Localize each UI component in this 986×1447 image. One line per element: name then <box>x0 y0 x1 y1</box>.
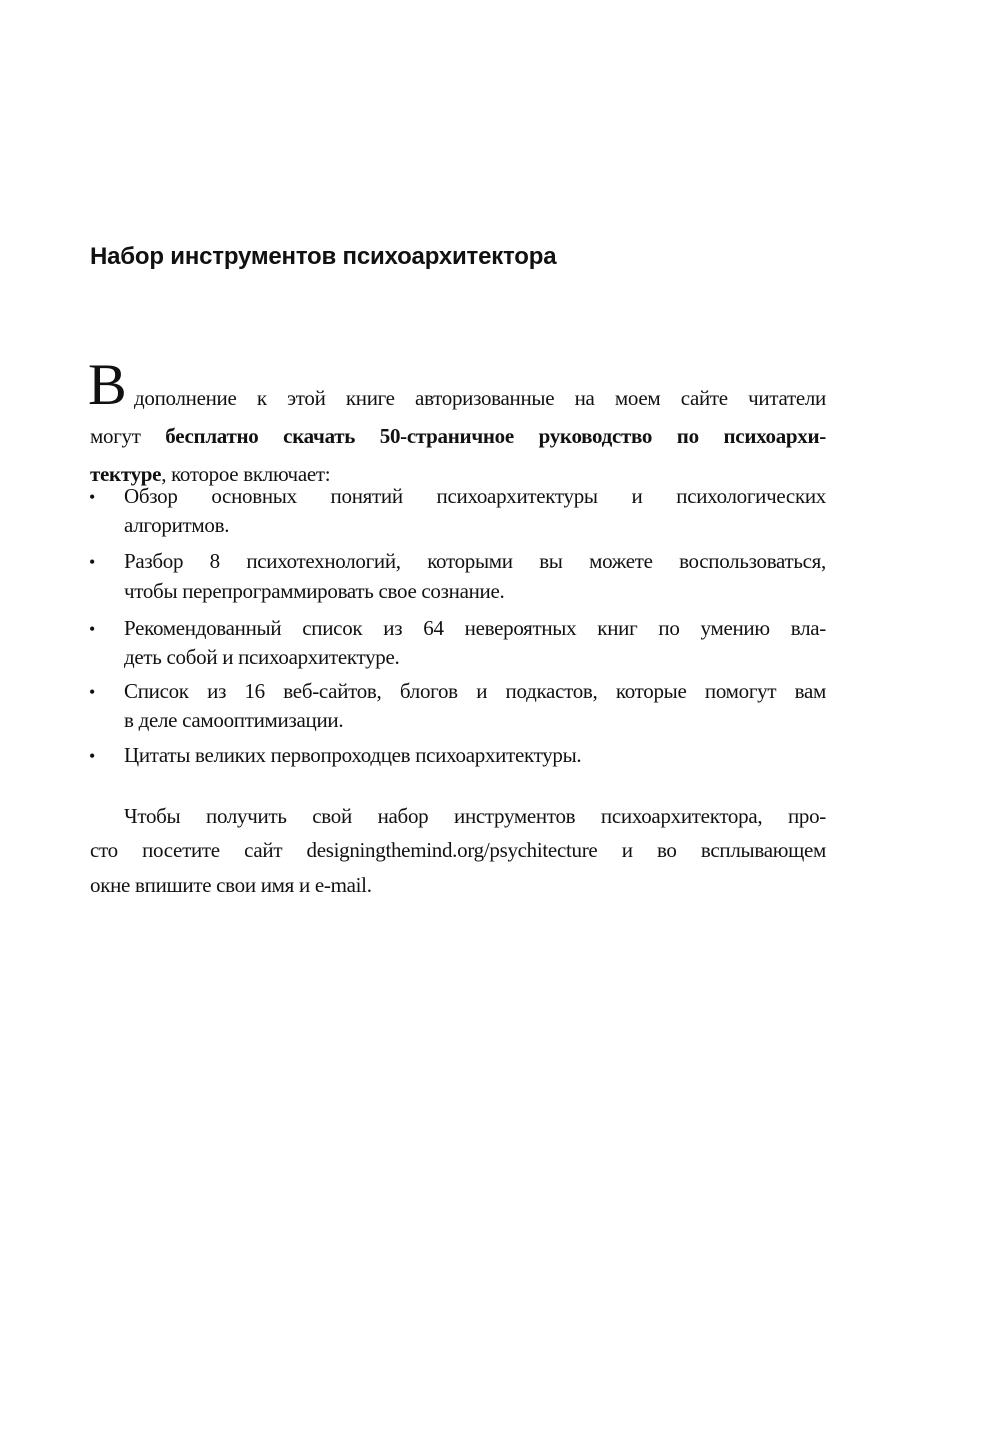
intro-line <box>90 423 826 449</box>
intro-text: могут <box>90 424 166 448</box>
list-item: Рекомендованный список из 64 невероятных книг по умению вла- <box>124 616 826 640</box>
list-item: в деле самооптимизации. <box>124 708 344 732</box>
bullet-icon: • <box>89 619 96 639</box>
paragraph-line: сто посетите сайт designingthemind.org/psychitecture и во всплывающем <box>90 838 826 862</box>
bullet-icon: • <box>89 552 96 572</box>
intro-text: , которое включает: <box>161 462 331 486</box>
intro-bold-text: тектуре <box>90 462 162 486</box>
drop-cap: В <box>88 352 127 417</box>
page-title: Набор инструментов психоархитектора <box>90 243 557 270</box>
list-item: чтобы перепрограммировать свое сознание. <box>124 579 505 603</box>
bullet-icon: • <box>89 746 96 766</box>
list-item: Цитаты великих первопроходцев психоархитектуры. <box>124 743 582 767</box>
list-item: Список из 16 веб-сайтов, блогов и подкастов, которые помогут вам <box>124 679 826 703</box>
intro-bold-text: бесплатно скачать 50-страничное руководство по психоархи- <box>165 424 826 448</box>
intro-line: дополнение к этой книге авторизованные на моем сайте читатели <box>134 386 826 410</box>
bullet-icon: • <box>89 487 96 507</box>
paragraph-line: Чтобы получить свой набор инструментов психоархитектора, про- <box>124 804 826 828</box>
list-item: деть собой и психоархитектуре. <box>124 645 400 669</box>
list-item: Разбор 8 психотехнологий, которыми вы можете воспользоваться, <box>124 549 826 573</box>
bullet-icon: • <box>89 682 96 702</box>
list-item: Обзор основных понятий психоархитектуры и психологических <box>124 484 826 508</box>
list-item: алгоритмов. <box>124 513 230 537</box>
paragraph-line: окне впишите свои имя и e-mail. <box>90 873 372 897</box>
